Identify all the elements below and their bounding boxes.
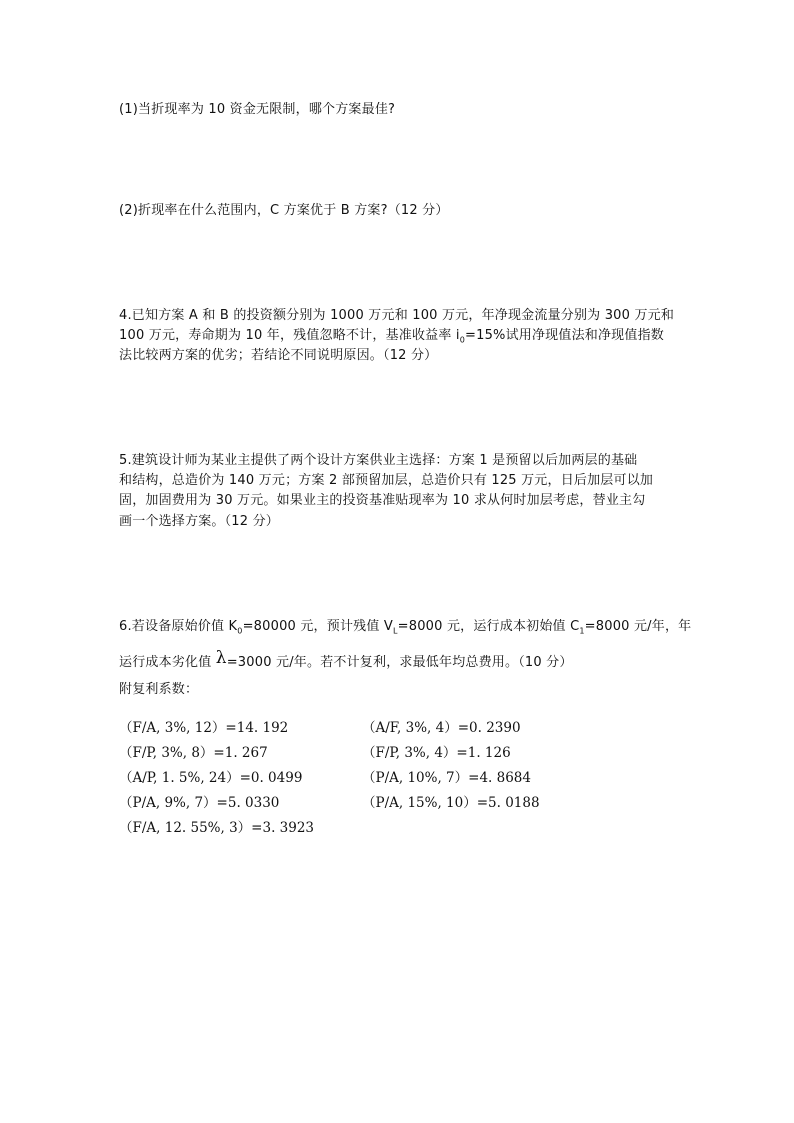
question-6-line-1	[119, 617, 691, 642]
q6-text-d: =8000 元/年，年	[584, 619, 692, 634]
question-6-line-2	[119, 648, 573, 673]
q6-text-c: =8000 元，运行成本初始值 C	[397, 619, 580, 634]
factor-item: （P/A, 10%, 7）=4. 8684	[362, 770, 531, 786]
question-5-line-3: 固，加固费用为 30 万元。如果业主的投资基准贴现率为 10 求从何时加层考虑，替业主勾	[119, 493, 646, 508]
q6-line2-tail: =3000 元/年。若不计复利，求最低年均总费用。（10 分）	[226, 655, 573, 670]
subscript-0: 0	[459, 335, 465, 345]
question-5-line-1: 5.建筑设计师为某业主提供了两个设计方案供业主选择：方案 1 是预留以后加两层的基础	[119, 453, 638, 468]
q6-line2-text: 运行成本劣化值	[119, 655, 216, 670]
question-5-line-4: 画一个选择方案。（12 分）	[119, 514, 279, 529]
question-5-line-2: 和结构，总造价为 140 万元；方案 2 部预留加层，总造价只有 125 万元，日后加层可以加	[119, 473, 654, 488]
q6-text-a: 6.若设备原始价值 K	[119, 619, 238, 634]
question-1: (1)当折现率为 10 资金无限制，哪个方案最佳?	[119, 102, 396, 117]
subscript-1: 1	[579, 626, 585, 636]
factor-item: （F/A, 3%, 12）=14. 192	[119, 720, 289, 736]
factor-item: （A/F, 3%, 4）=0. 2390	[362, 720, 521, 736]
q6-text-b: =80000 元，预计残值 V	[242, 619, 393, 634]
question-2: (2)折现率在什么范围内，C 方案优于 B 方案?（12 分）	[119, 203, 449, 218]
factor-item: （A/P, 1. 5%, 24）=0. 0499	[119, 770, 303, 786]
subscript-0: 0	[237, 626, 243, 636]
subscript-l: L	[392, 626, 398, 636]
lambda-symbol: λ	[215, 648, 227, 668]
factor-item: （P/A, 9%, 7）=5. 0330	[119, 795, 280, 811]
factor-item: （F/P, 3%, 8）=1. 267	[119, 745, 268, 761]
question-4-line-2-tail: =15%试用净现值法和净现值指数	[465, 328, 664, 343]
appendix-title: 附复利系数：	[119, 682, 199, 697]
factor-item: （P/A, 15%, 10）=5. 0188	[362, 795, 540, 811]
question-4-line-2-text: 100 万元，寿命期为 10 年，残值忽略不计，基准收益率 i	[119, 328, 460, 343]
question-4-line-3: 法比较两方案的优劣；若结论不同说明原因。（12 分）	[119, 348, 438, 363]
question-4-line-1: 4.已知方案 A 和 B 的投资额分别为 1000 万元和 100 万元，年净现金流量分别为 300 万元和	[119, 308, 675, 323]
factor-item: （F/A, 12. 55%, 3）=3. 3923	[119, 820, 315, 836]
factor-item: （F/P, 3%, 4）=1. 126	[362, 745, 511, 761]
